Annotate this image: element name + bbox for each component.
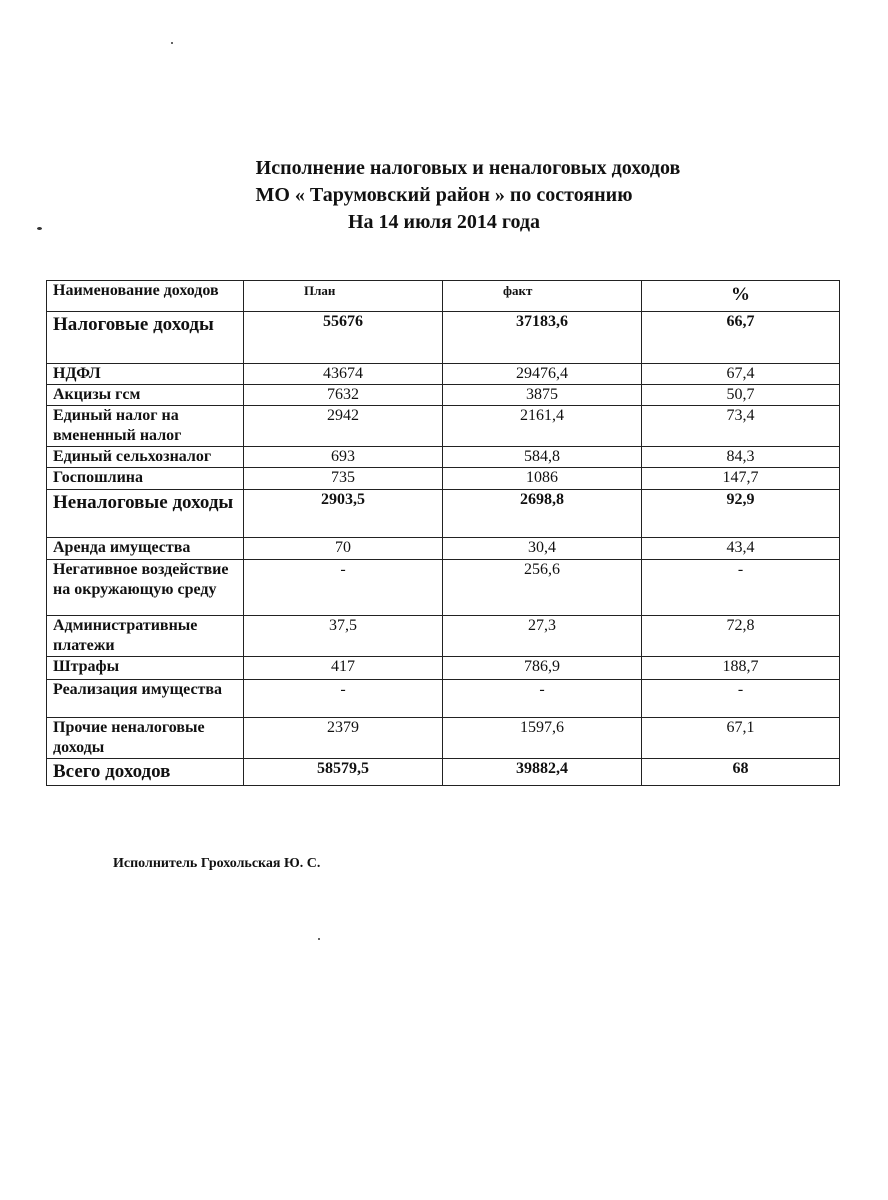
table-body: [47, 312, 840, 786]
table-row: [47, 616, 840, 657]
row-fact: 2698,8: [443, 490, 642, 538]
total-fact: 39882,4: [443, 759, 642, 786]
row-plan: 7632: [244, 385, 443, 406]
row-plan: 2903,5: [244, 490, 443, 538]
table-row: [47, 538, 840, 560]
row-name: Негативное воздействие на окружающую среду: [47, 560, 244, 616]
title-line-3: На 14 июля 2014 года: [347, 211, 541, 233]
header-fact: факт: [443, 281, 642, 312]
row-plan: 735: [244, 468, 443, 490]
total-percent: 68: [642, 759, 840, 786]
row-fact: 3875: [443, 385, 642, 406]
row-fact: 2161,4: [443, 406, 642, 447]
row-name: Штрафы: [47, 657, 244, 680]
executor-line: Исполнитель Грохольская Ю. С.: [113, 856, 321, 871]
row-percent: 67,1: [642, 718, 840, 759]
row-name: Неналоговые доходы: [47, 490, 244, 538]
scan-speck: [37, 227, 42, 230]
row-plan: 693: [244, 447, 443, 468]
table-row: [47, 657, 840, 680]
row-plan: 70: [244, 538, 443, 560]
total-plan: 58579,5: [244, 759, 443, 786]
row-fact: 37183,6: [443, 312, 642, 364]
row-percent: 188,7: [642, 657, 840, 680]
row-name: Единый налог на вмененный налог: [47, 406, 244, 447]
row-percent: 72,8: [642, 616, 840, 657]
table-row: [47, 468, 840, 490]
row-percent: 66,7: [642, 312, 840, 364]
row-plan: 37,5: [244, 616, 443, 657]
row-percent: 147,7: [642, 468, 840, 490]
row-plan: -: [244, 680, 443, 718]
row-percent: 73,4: [642, 406, 840, 447]
row-name: Единый сельхозналог: [47, 447, 244, 468]
row-fact: 27,3: [443, 616, 642, 657]
row-fact: 584,8: [443, 447, 642, 468]
row-name: Акцизы гсм: [47, 385, 244, 406]
document-title: [0, 155, 888, 236]
row-plan: -: [244, 560, 443, 616]
row-fact: 30,4: [443, 538, 642, 560]
row-plan: 2379: [244, 718, 443, 759]
row-name: Административные платежи: [47, 616, 244, 657]
table-row: [47, 385, 840, 406]
row-percent: 67,4: [642, 364, 840, 385]
row-percent: -: [642, 680, 840, 718]
header-plan: План: [244, 281, 443, 312]
row-percent: -: [642, 560, 840, 616]
table-row: [47, 364, 840, 385]
row-name: Налоговые доходы: [47, 312, 244, 364]
row-percent: 84,3: [642, 447, 840, 468]
row-plan: 2942: [244, 406, 443, 447]
table-row: [47, 718, 840, 759]
row-percent: 92,9: [642, 490, 840, 538]
table-header-row: [47, 281, 840, 312]
income-table: [46, 280, 840, 786]
row-fact: 786,9: [443, 657, 642, 680]
row-plan: 417: [244, 657, 443, 680]
total-name: Всего доходов: [47, 759, 244, 786]
row-name: Аренда имущества: [47, 538, 244, 560]
row-percent: 43,4: [642, 538, 840, 560]
table-row: [47, 447, 840, 468]
table-row: [47, 560, 840, 616]
row-fact: -: [443, 680, 642, 718]
scan-speck: [171, 42, 173, 44]
row-percent: 50,7: [642, 385, 840, 406]
table-total-row: [47, 759, 840, 786]
header-percent: %: [642, 281, 840, 312]
row-fact: 1597,6: [443, 718, 642, 759]
header-name: Наименование доходов: [47, 281, 244, 312]
row-name: Прочие неналоговые доходы: [47, 718, 244, 759]
row-name: Госпошлина: [47, 468, 244, 490]
row-plan: 43674: [244, 364, 443, 385]
table-row: [47, 406, 840, 447]
row-plan: 55676: [244, 312, 443, 364]
row-name: НДФЛ: [47, 364, 244, 385]
title-line-2: МО « Тарумовский район » по состоянию: [255, 184, 633, 206]
table-row: [47, 490, 840, 538]
table-row: [47, 680, 840, 718]
row-fact: 1086: [443, 468, 642, 490]
row-fact: 256,6: [443, 560, 642, 616]
table-row: [47, 312, 840, 364]
row-name: Реализация имущества: [47, 680, 244, 718]
title-line-1: Исполнение налоговых и неналоговых доходов: [255, 157, 681, 179]
scan-speck: [318, 938, 320, 940]
row-fact: 29476,4: [443, 364, 642, 385]
